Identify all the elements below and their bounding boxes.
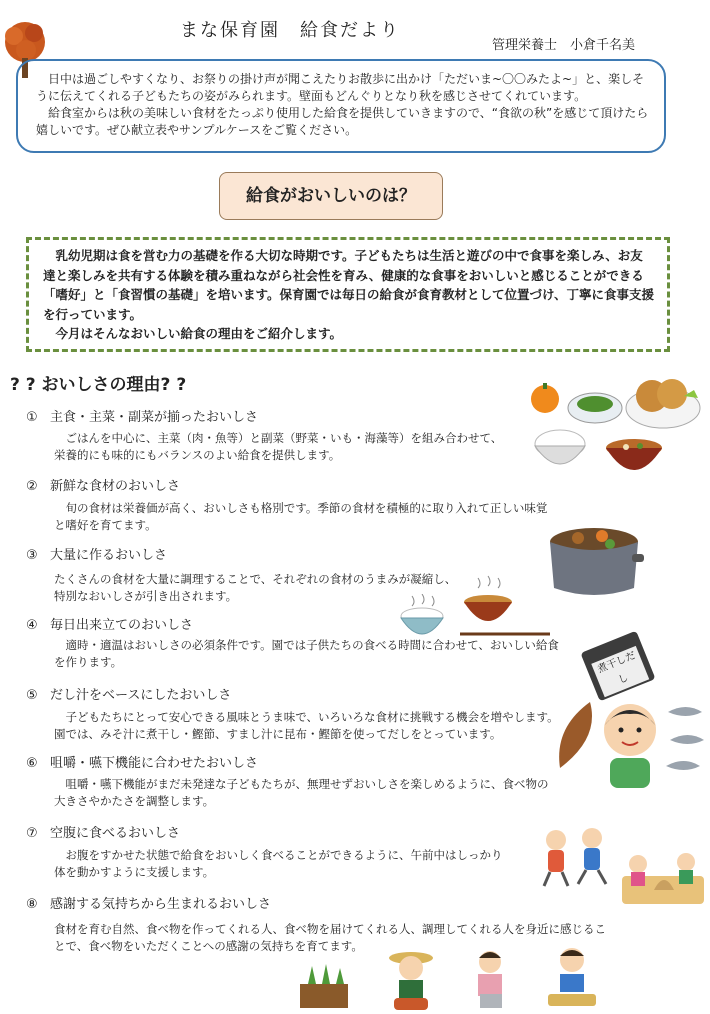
farmer-icon — [386, 946, 436, 1012]
intro-box — [16, 59, 666, 153]
intro-paragraph-1: 日中は過ごしやすくなり、お祭りの掛け声が聞こえたりお散歩に出かけ「ただいま~〇〇みたよ~」と、楽しそうに伝えてくれる子どもたちの姿がみられます。壁面もどんぐりとなり秋を感じさせてくれています。 — [36, 72, 645, 103]
vegetable-garden-icon — [298, 962, 350, 1010]
section-headline: 給食がおいしいのは？ — [219, 172, 443, 220]
fried-chicken-icon — [624, 366, 702, 432]
reason-body: お腹をすかせた状態で給食をおいしく食べることができるように、午前中はしっかり 体を動かすように支援します。 — [54, 848, 503, 879]
dashi-pack-label: 煮干しだし — [591, 646, 649, 697]
reason-body: 食材を育む自然、食べ物を作ってくれる人、食べ物を届けてくれる人、調理してくれる人を身近に感じるこ とで、食べ物をいただくことへの感謝の気持ちを育てます。 — [54, 922, 606, 953]
stew-pot-icon — [544, 518, 644, 600]
kids-running-icon — [536, 826, 620, 890]
reason-title: ② 新鮮な食材のおいしさ — [26, 479, 181, 494]
reason-body: 咀嚼・嚥下機能がまだ未発達な子どもたちが、無理せずおいしさを楽しめるように、食べ物の 大きさやかたさを調整します。 — [54, 777, 549, 808]
reason-title: ⑤ だし汁をベースにしたおいしさ — [26, 688, 232, 703]
dried-sardines-icon — [664, 700, 708, 780]
lead-paragraph-1: 乳幼児期は食を営む力の基礎を作る大切な時期です。子どもたちは生活と遊びの中で食事を楽しみ、お友達と楽しみを共有する体験を積み重ねながら社会性を育み、健康的な食事をおいしいと感じることができる「嗜好」と「食習慣の基礎」を培います。保育園では毎日の給食が食育教材として位置づけ、丁寧に食事支援を行っています。 — [43, 248, 655, 322]
katsuobushi-icon — [550, 698, 602, 772]
reasons-heading: ? ? おいしさの理由? ? — [10, 375, 187, 395]
reason-body: たくさんの食材を大量に調理することで、それぞれの食材のうまみが凝縮し、 特別なおいしさが引き出されます。 — [54, 572, 457, 603]
miso-soup-icon — [604, 436, 664, 482]
steaming-rice-icon — [398, 594, 446, 640]
reason-title: ⑧ 感謝する気持ちから生まれるおいしさ — [26, 897, 272, 912]
cook-icon — [466, 948, 514, 1010]
kids-sandbox-icon — [620, 846, 706, 906]
reason-body: 適時・適温はおいしさの必須条件です。園では子供たちの食べる時間に合わせて、おいしい給食 を作ります。 — [54, 638, 559, 669]
reason-title: ① 主食・主菜・副菜が揃ったおいしさ — [26, 410, 259, 425]
reason-title: ③ 大量に作るおいしさ — [26, 548, 168, 563]
reason-title: ⑦ 空腹に食べるおいしさ — [26, 826, 181, 841]
vegetable-side-dish-icon — [566, 386, 624, 426]
reason-body: 子どもたちにとって安心できる風味とうま味で、いろいろな食材に挑戦する機会を増やします。 園では、みそ汁に煮干し・鰹節、すまし汁に昆布・鰹節を使ってだしをとっています。 — [54, 710, 559, 741]
child-eating-icon — [544, 946, 600, 1010]
newsletter-title: まな保育園 給食だより — [180, 20, 400, 41]
orange-icon — [528, 380, 562, 414]
lead-box — [26, 237, 670, 352]
reason-title: ⑥ 咀嚼・嚥下機能に合わせたおいしさ — [26, 756, 259, 771]
nutritionist-name: 管理栄養士 小倉千名美 — [492, 38, 636, 53]
dashi-pack-icon — [580, 631, 655, 702]
boy-tasting-icon — [596, 700, 664, 790]
reason-title: ④ 毎日出来立てのおいしさ — [26, 618, 194, 633]
reason-body: 旬の食材は栄養価が高く、おいしさも格別です。季節の食材を積極的に取り入れて正しい味覚 と嗜好を育てます。 — [54, 501, 548, 532]
intro-paragraph-2: 給食室からは秋の美味しい食材をたっぷり使用した給食を提供していきますので、“食欲の秋”を感じて頂けたら嬉しいです。ぜひ献立表やサンプルケースをご覧ください。 — [36, 106, 649, 137]
rice-bowl-icon — [532, 424, 588, 476]
reason-body: ごはんを中心に、主菜（肉・魚等）と副菜（野菜・いも・海藻等）を組み合わせて、 栄養的にも味的にもバランスのよい給食を提供します。 — [54, 431, 503, 462]
steaming-soup-icon — [456, 574, 552, 640]
lead-paragraph-2: 今月はそんなおいしい給食の理由をご紹介します。 — [55, 326, 343, 341]
